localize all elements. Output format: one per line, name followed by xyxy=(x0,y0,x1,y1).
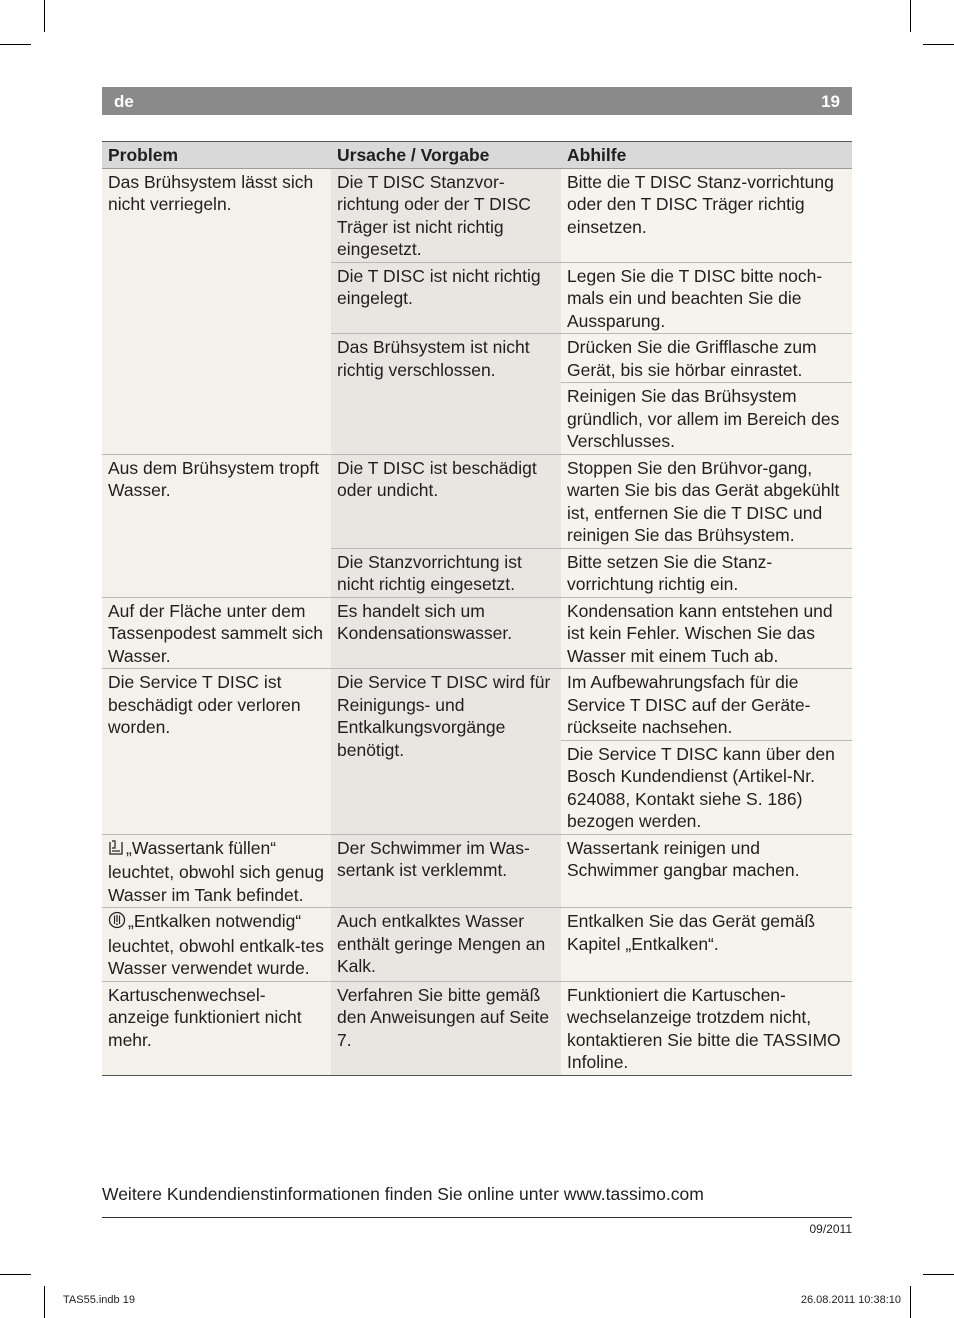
remedy-cell: Bitte die T DISC Stanz-vorrichtung oder den T DISC Träger richtig einsetzen. xyxy=(561,168,852,262)
water-tank-icon xyxy=(108,839,124,862)
print-slug-timestamp: 26.08.2011 10:38:10 xyxy=(800,1294,901,1306)
problem-text: „Entkalken notwendig“ leuchtet, obwohl entkalk-tes Wasser verwendet wurde. xyxy=(108,911,324,978)
remedy-cell: Bitte setzen Sie die Stanz-vorrichtung richtig ein. xyxy=(561,548,852,597)
troubleshooting-table xyxy=(102,141,852,1076)
problem-cell: Auf der Fläche unter dem Tassenpodest sammelt sich Wasser. xyxy=(102,597,331,669)
cause-cell: Auch entkalktes Wasser enthält geringe Mengen an Kalk. xyxy=(331,908,561,982)
crop-mark xyxy=(910,0,911,32)
footer-divider xyxy=(102,1217,852,1218)
crop-mark xyxy=(0,44,31,45)
crop-mark xyxy=(923,44,954,45)
page-number: 19 xyxy=(821,92,840,111)
remedy-cell: Funktioniert die Kartuschen-wechselanzeige trotzdem nicht, kontaktieren Sie bitte die TASSIMO Infoline. xyxy=(561,981,852,1075)
crop-mark xyxy=(44,1286,45,1318)
table-row xyxy=(102,168,852,262)
problem-cell: Aus dem Brühsystem tropft Wasser. xyxy=(102,454,331,597)
table-row xyxy=(102,454,852,548)
footer-date: 09/2011 xyxy=(809,1222,852,1236)
crop-mark xyxy=(0,1274,31,1275)
cause-cell: Die Service T DISC wird für Reinigungs- und Entkalkungsvorgänge benötigt. xyxy=(331,669,561,835)
footer-info-text: Weitere Kundendienstinformationen finden Sie online unter www.tassimo.com xyxy=(102,1184,704,1204)
cause-cell: Das Brühsystem ist nicht richtig verschlossen. xyxy=(331,334,561,455)
table-row xyxy=(102,834,852,908)
cause-cell: Es handelt sich um Kondensationswasser. xyxy=(331,597,561,669)
table-row xyxy=(102,669,852,741)
table-row xyxy=(102,908,852,982)
problem-cell xyxy=(102,908,331,982)
remedy-cell: Drücken Sie die Grifflasche zum Gerät, bis sie hörbar einrastet. xyxy=(561,334,852,383)
remedy-cell: Die Service T DISC kann über den Bosch Kundendienst (Artikel-Nr. 624088, Kontakt siehe S. 186) bezogen werden. xyxy=(561,740,852,834)
column-header-cause: Ursache / Vorgabe xyxy=(331,142,561,169)
remedy-cell: Reinigen Sie das Brühsystem gründlich, vor allem im Bereich des Verschlusses. xyxy=(561,383,852,455)
column-header-remedy: Abhilfe xyxy=(561,142,852,169)
table-row xyxy=(102,981,852,1075)
cause-cell: Verfahren Sie bitte gemäß den Anweisungen auf Seite 7. xyxy=(331,981,561,1075)
descale-icon xyxy=(108,911,126,935)
cause-cell: Die T DISC ist beschädigt oder undicht. xyxy=(331,454,561,548)
column-header-problem: Problem xyxy=(102,142,331,169)
crop-mark xyxy=(44,0,45,32)
crop-mark xyxy=(910,1286,911,1318)
page-header-bar xyxy=(102,87,852,115)
language-label: de xyxy=(114,92,134,111)
print-slug-file: TAS55.indb 19 xyxy=(63,1294,135,1306)
table-row xyxy=(102,597,852,669)
remedy-cell: Legen Sie die T DISC bitte noch-mals ein und beachten Sie die Aussparung. xyxy=(561,262,852,334)
table-header-row xyxy=(102,142,852,169)
problem-text: „Wassertank füllen“ leuchtet, obwohl sich genug Wasser im Tank befindet. xyxy=(108,837,324,905)
problem-cell: Das Brühsystem lässt sich nicht verriegeln. xyxy=(102,168,331,454)
remedy-cell: Im Aufbewahrungsfach für die Service T DISC auf der Geräte-rückseite nachsehen. xyxy=(561,669,852,741)
remedy-cell: Entkalken Sie das Gerät gemäß Kapitel „Entkalken“. xyxy=(561,908,852,982)
remedy-cell: Kondensation kann entstehen und ist kein Fehler. Wischen Sie das Wasser mit einem Tuch ab. xyxy=(561,597,852,669)
problem-cell xyxy=(102,834,331,908)
problem-cell: Kartuschenwechsel-anzeige funktioniert nicht mehr. xyxy=(102,981,331,1075)
problem-cell: Die Service T DISC ist beschädigt oder verloren worden. xyxy=(102,669,331,835)
remedy-cell: Wassertank reinigen und Schwimmer gangbar machen. xyxy=(561,834,852,908)
cause-cell: Der Schwimmer im Was-sertank ist verklemmt. xyxy=(331,834,561,908)
cause-cell: Die T DISC Stanzvor-richtung oder der T DISC Träger ist nicht richtig eingesetzt. xyxy=(331,168,561,262)
cause-cell: Die Stanzvorrichtung ist nicht richtig eingesetzt. xyxy=(331,548,561,597)
crop-mark xyxy=(923,1274,954,1275)
cause-cell: Die T DISC ist nicht richtig eingelegt. xyxy=(331,262,561,334)
remedy-cell: Stoppen Sie den Brühvor-gang, warten Sie bis das Gerät abgekühlt ist, entfernen Sie die T DISC und reinigen Sie das Brühsystem. xyxy=(561,454,852,548)
